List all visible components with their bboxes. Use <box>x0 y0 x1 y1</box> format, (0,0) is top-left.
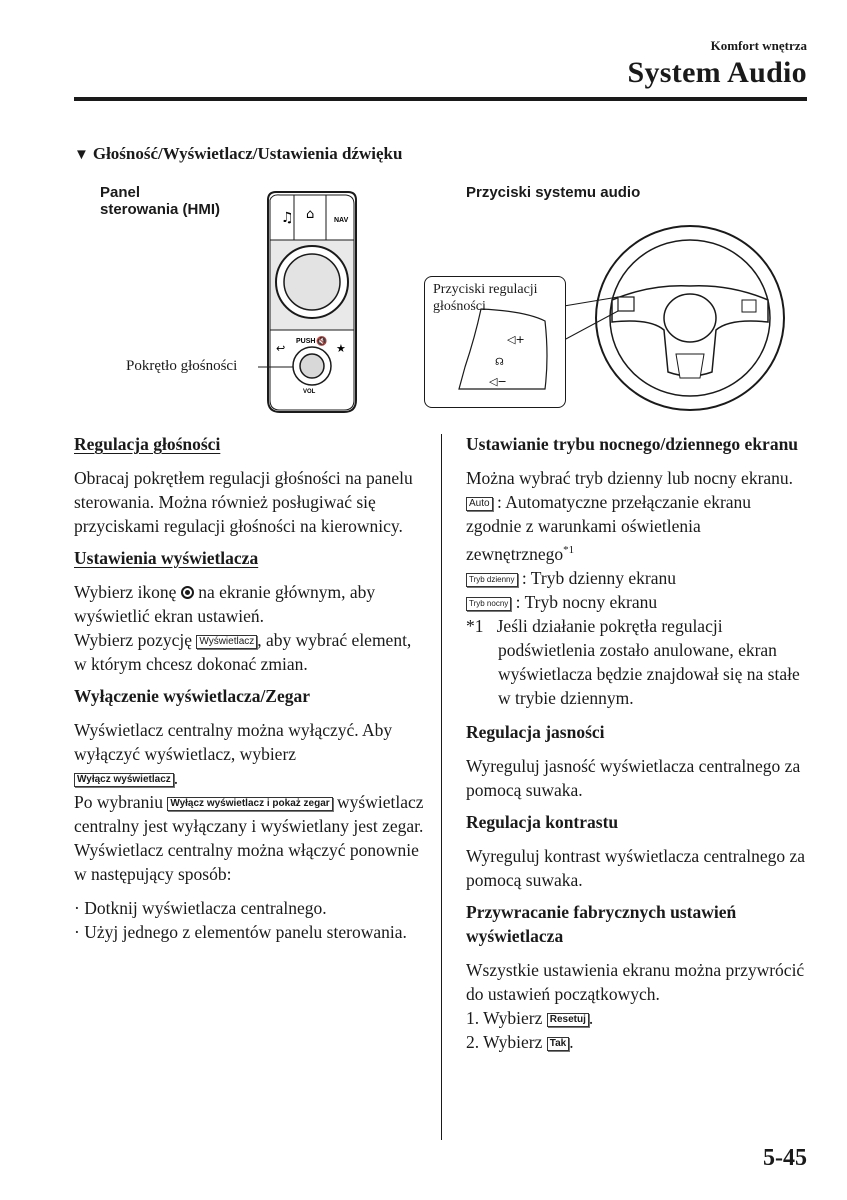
hmi-panel-label-line2: sterowania (HMI) <box>100 201 221 218</box>
footnote <box>466 614 806 710</box>
reset-text <box>466 958 806 1006</box>
push-label: PUSH <box>296 338 316 345</box>
wheel-button-cluster <box>618 297 634 311</box>
display-settings-line1-post: na ekranie głównym, aby wyświetlić ekran ustawień. <box>74 582 376 626</box>
display-settings-line2-post: , aby wybrać element, w którym chcesz dokonać zmian. <box>74 630 412 674</box>
reset-heading: Przywracanie fabrycznych ustawień wyświetlacza <box>466 901 737 946</box>
triangle-down-icon: ▼ <box>74 147 89 163</box>
display-off-text1-end: . <box>173 768 179 788</box>
reset-key: Resetuj <box>547 1013 589 1027</box>
chapter-subtitle: Komfort wnętrza <box>710 38 807 53</box>
music-icon: ♫ <box>281 210 294 226</box>
reset-intro: Wszystkie ustawienia ekranu można przywrócić do ustawień początkowych. <box>466 959 805 1004</box>
display-off-text1: Wyświetlacz centralny można wyłączyć. Aby wyłączyć wyświetlacz, wybierz <box>74 720 393 764</box>
list-item: · Dotknij wyświetlacza centralnego. <box>74 898 327 918</box>
day-night-intro: Można wybrać tryb dzienny lub nocny ekranu. <box>466 468 794 488</box>
volume-text: Obracaj pokrętłem regulacji głośności na panelu sterowania. Można również posługiwać się przyciskami regulacji głośności na kierownicy. <box>74 468 413 536</box>
page-number: 5-45 <box>763 1145 807 1171</box>
nav-button-label: NAV <box>334 217 349 224</box>
display-settings-heading: Ustawienia wyświetlacza <box>74 548 259 568</box>
day-night-text <box>466 466 806 614</box>
auto-key: Auto <box>466 497 493 511</box>
display-key: Wyświetlacz <box>196 635 257 649</box>
night-mode-text: : Tryb nocny ekranu <box>515 591 658 612</box>
day-mode-text: : Tryb dzienny ekranu <box>521 567 676 588</box>
volume-up-icon: ◁+ <box>507 333 525 346</box>
favorite-star-icon: ★ <box>336 342 346 355</box>
column-divider <box>441 434 442 1140</box>
confirm-key: Tak <box>547 1037 570 1051</box>
settings-gear-icon <box>181 586 194 599</box>
right-column <box>466 432 806 1054</box>
display-off-text3: Wyświetlacz centralny można włączyć ponownie w następujący sposób: <box>74 840 419 884</box>
home-icon: ⌂ <box>306 207 315 222</box>
contrast-text: Wyreguluj kontrast wyświetlacza centralnego za pomocą suwaka. <box>466 845 806 890</box>
display-off-text2-post: wyświetlacz centralny jest wyłączany i wyświetlany jest zegar. <box>74 792 424 836</box>
callout-label <box>433 281 538 315</box>
volume-down-icon: ◁− <box>489 375 507 388</box>
display-off-clock-key: Wyłącz wyświetlacz i pokaż zegar <box>167 797 332 811</box>
auto-footnote-mark: *1 <box>563 544 575 556</box>
contrast-heading: Regulacja kontrastu <box>466 811 619 832</box>
hmi-panel-label <box>100 184 220 218</box>
hmi-panel-label-line1: Panel <box>100 184 141 201</box>
day-mode-key: Tryb dzienny <box>466 573 518 587</box>
chapter-title: System Audio <box>627 56 807 89</box>
reset-step-2: 2. Wybierz Tak . <box>466 1031 574 1052</box>
brightness-heading: Regulacja jasności <box>466 721 605 742</box>
day-night-heading: Ustawianie trybu nocnego/dziennego ekranu <box>466 434 799 454</box>
night-mode-key: Tryb nocny <box>466 597 511 611</box>
vol-label: VOL <box>303 389 316 395</box>
display-settings-text <box>74 580 424 676</box>
audio-buttons-label: Przyciski systemu audio <box>466 184 641 201</box>
reset-step-1: 1. Wybierz Resetuj . <box>466 1007 594 1028</box>
display-on-list <box>74 896 424 944</box>
voice-icon: ☊ <box>495 357 504 368</box>
display-settings-line2-pre: Wybierz pozycję <box>74 630 192 650</box>
display-off-heading: Wyłączenie wyświetlacza/Zegar <box>74 686 311 706</box>
callout-label-line1: Przyciski regulacji <box>433 282 538 297</box>
hmi-control-panel <box>268 192 356 412</box>
volume-knob-label: Pokrętło głośności <box>126 358 238 374</box>
display-settings-line1-pre: Wybierz ikonę <box>74 582 177 602</box>
volume-heading: Regulacja głośności <box>74 434 221 454</box>
list-item: · Użyj jednego z elementów panelu sterowania. <box>74 922 407 942</box>
display-off-text2-pre: Po wybraniu <box>74 792 163 812</box>
display-off-key: Wyłącz wyświetlacz <box>74 773 174 787</box>
back-icon: ↩ <box>276 342 286 355</box>
brightness-text: Wyreguluj jasność wyświetlacza centralnego za pomocą suwaka. <box>466 755 801 800</box>
mute-icon: 🔇 <box>316 337 328 347</box>
footnote-mark: *1 <box>466 615 484 636</box>
auto-text: : Automatyczne przełączanie ekranu zgodnie z warunkami oświetlenia zewnętrznego <box>466 492 752 564</box>
section-heading-text: Głośność/Wyświetlacz/Ustawienia dźwięku <box>92 144 403 163</box>
callout-label-line2: głośności <box>433 299 486 314</box>
steering-wheel <box>596 226 784 410</box>
footnote-text: Jeśli działanie pokrętła regulacji podświetlenia zostało anulowane, ekran wyświetlacza będzie znajdował się na stałe w trybie dziennym. <box>496 615 800 708</box>
left-column <box>74 432 424 944</box>
display-off-text <box>74 718 424 886</box>
